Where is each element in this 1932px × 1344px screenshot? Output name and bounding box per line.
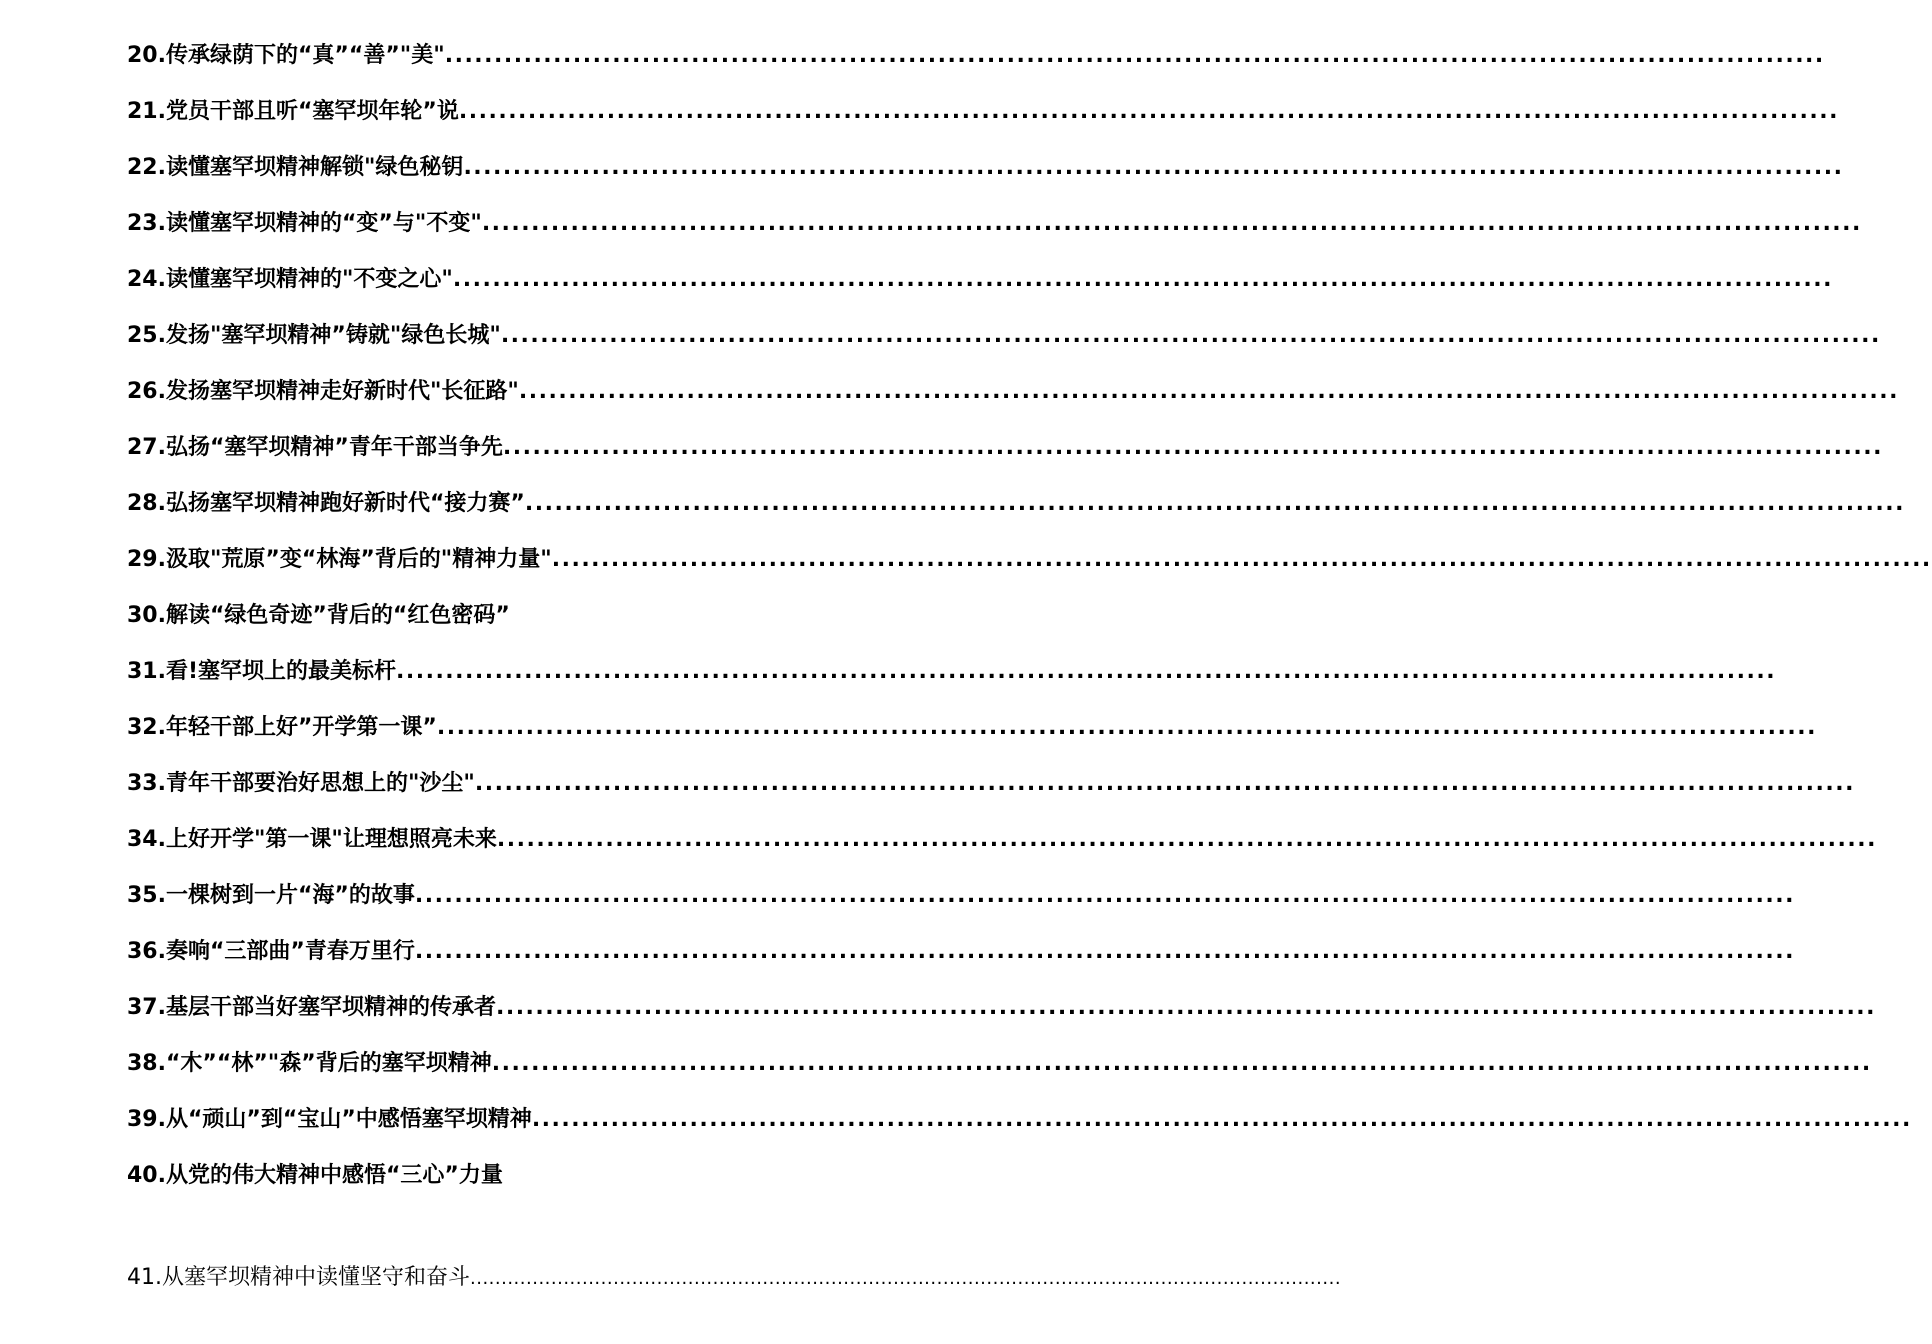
dot-leader: ............................................................................................................................................	[470, 1268, 1342, 1289]
toc-item-title: 35.一棵树到一片“海”的故事	[127, 883, 415, 908]
toc-item[interactable]	[127, 1104, 1912, 1160]
dot-leader: ............................................................................................................................................	[396, 659, 1777, 684]
toc-item[interactable]	[127, 992, 1877, 1048]
table-of-contents	[127, 40, 1932, 1318]
toc-item-title: 40.从党的伟大精神中感悟“三心”力量	[127, 1163, 503, 1188]
toc-item-title: 20.传承绿荫下的“真”“善”"美"	[127, 43, 445, 68]
dot-leader: ............................................................................................................................................	[436, 715, 1817, 740]
toc-item[interactable]	[127, 936, 1795, 992]
dot-leader: ............................................................................................................................................	[414, 939, 1795, 964]
dot-leader: ............................................................................................................................................	[496, 827, 1877, 852]
toc-item-title: 21.党员干部且听“塞罕坝年轮”说	[127, 99, 459, 124]
dot-leader: ............................................................................................................................................	[444, 43, 1825, 68]
toc-item[interactable]	[127, 152, 1844, 208]
toc-item[interactable]	[127, 656, 1777, 712]
dot-leader: ............................................................................................................................................	[491, 1051, 1872, 1076]
toc-item-title: 37.基层干部当好塞罕坝精神的传承者	[127, 995, 496, 1020]
toc-item-title: 22.读懂塞罕坝精神解锁"绿色秘钥	[127, 155, 464, 180]
toc-item[interactable]	[127, 768, 1855, 824]
toc-item-title: 27.弘扬“塞罕坝精神”青年干部当争先	[127, 435, 503, 460]
toc-item-title: 31.看!塞罕坝上的最美标杆	[127, 659, 397, 684]
toc-item[interactable]	[127, 264, 1833, 320]
toc-item[interactable]	[127, 488, 1905, 544]
toc-item[interactable]	[127, 824, 1877, 880]
dot-leader: ............................................................................................................................................	[500, 323, 1881, 348]
toc-item[interactable]	[127, 208, 1862, 264]
toc-list	[127, 40, 1932, 1216]
toc-item-title: 38.“木”“林”"森”背后的塞罕坝精神	[127, 1051, 492, 1076]
dot-leader: ............................................................................................................................................	[458, 99, 1839, 124]
toc-item-title: 28.弘扬塞罕坝精神跑好新时代“接力赛”	[127, 491, 525, 516]
toc-item-title: 26.发扬塞罕坝精神走好新时代"长征路"	[127, 379, 519, 404]
toc-item-title: 36.奏响“三部曲”青春万里行	[127, 939, 415, 964]
toc-item[interactable]	[127, 544, 1932, 600]
dot-leader: ............................................................................................................................................	[452, 267, 1833, 292]
toc-item[interactable]	[127, 880, 1795, 936]
toc-item-title: 24.读懂塞罕坝精神的"不变之心"	[127, 267, 453, 292]
toc-item-title: 30.解读“绿色奇迹”背后的“红色密码”	[127, 603, 510, 628]
toc-item[interactable]	[127, 40, 1825, 96]
toc-item-title: 33.青年干部要治好思想上的"沙尘"	[127, 771, 475, 796]
dot-leader: ............................................................................................................................................	[463, 155, 1844, 180]
toc-item-title: 25.发扬"塞罕坝精神”铸就"绿色长城"	[127, 323, 501, 348]
toc-item[interactable]	[127, 432, 1883, 488]
dot-leader: ............................................................................................................................................	[518, 379, 1899, 404]
toc-item[interactable]	[127, 1262, 1342, 1318]
toc-item[interactable]	[127, 96, 1839, 152]
spacer	[127, 1216, 808, 1262]
toc-item[interactable]	[127, 1048, 1872, 1104]
dot-leader: ............................................................................................................................................	[531, 1107, 1912, 1132]
dot-leader: ............................................................................................................................................	[481, 211, 1862, 236]
dot-leader: ............................................................................................................................................	[414, 883, 1795, 908]
toc-item-title: 39.从“顽山”到“宝山”中感悟塞罕坝精神	[127, 1107, 532, 1132]
toc-item[interactable]	[127, 1160, 808, 1216]
dot-leader: ............................................................................................................................................	[502, 435, 1883, 460]
dot-leader: ............................................................................................................................................	[551, 547, 1932, 572]
toc-item[interactable]	[127, 712, 1817, 768]
toc-item-title: 34.上好开学"第一课"让理想照亮未来	[127, 827, 497, 852]
dot-leader: ............................................................................................................................................	[495, 995, 1877, 1020]
toc-item-title: 41.从塞罕坝精神中读懂坚守和奋斗	[127, 1265, 470, 1290]
toc-item-title: 29.汲取"荒原”变“林海”背后的"精神力量"	[127, 547, 552, 572]
dot-leader: ............................................................................................................................................	[524, 491, 1905, 516]
toc-item-title: 32.年轻干部上好”开学第一课”	[127, 715, 437, 740]
toc-item[interactable]	[127, 600, 808, 656]
dot-leader: ............................................................................................................................................	[474, 771, 1855, 796]
toc-item[interactable]	[127, 376, 1899, 432]
toc-item-title: 23.读懂塞罕坝精神的“变”与"不变"	[127, 211, 482, 236]
toc-item[interactable]	[127, 320, 1881, 376]
